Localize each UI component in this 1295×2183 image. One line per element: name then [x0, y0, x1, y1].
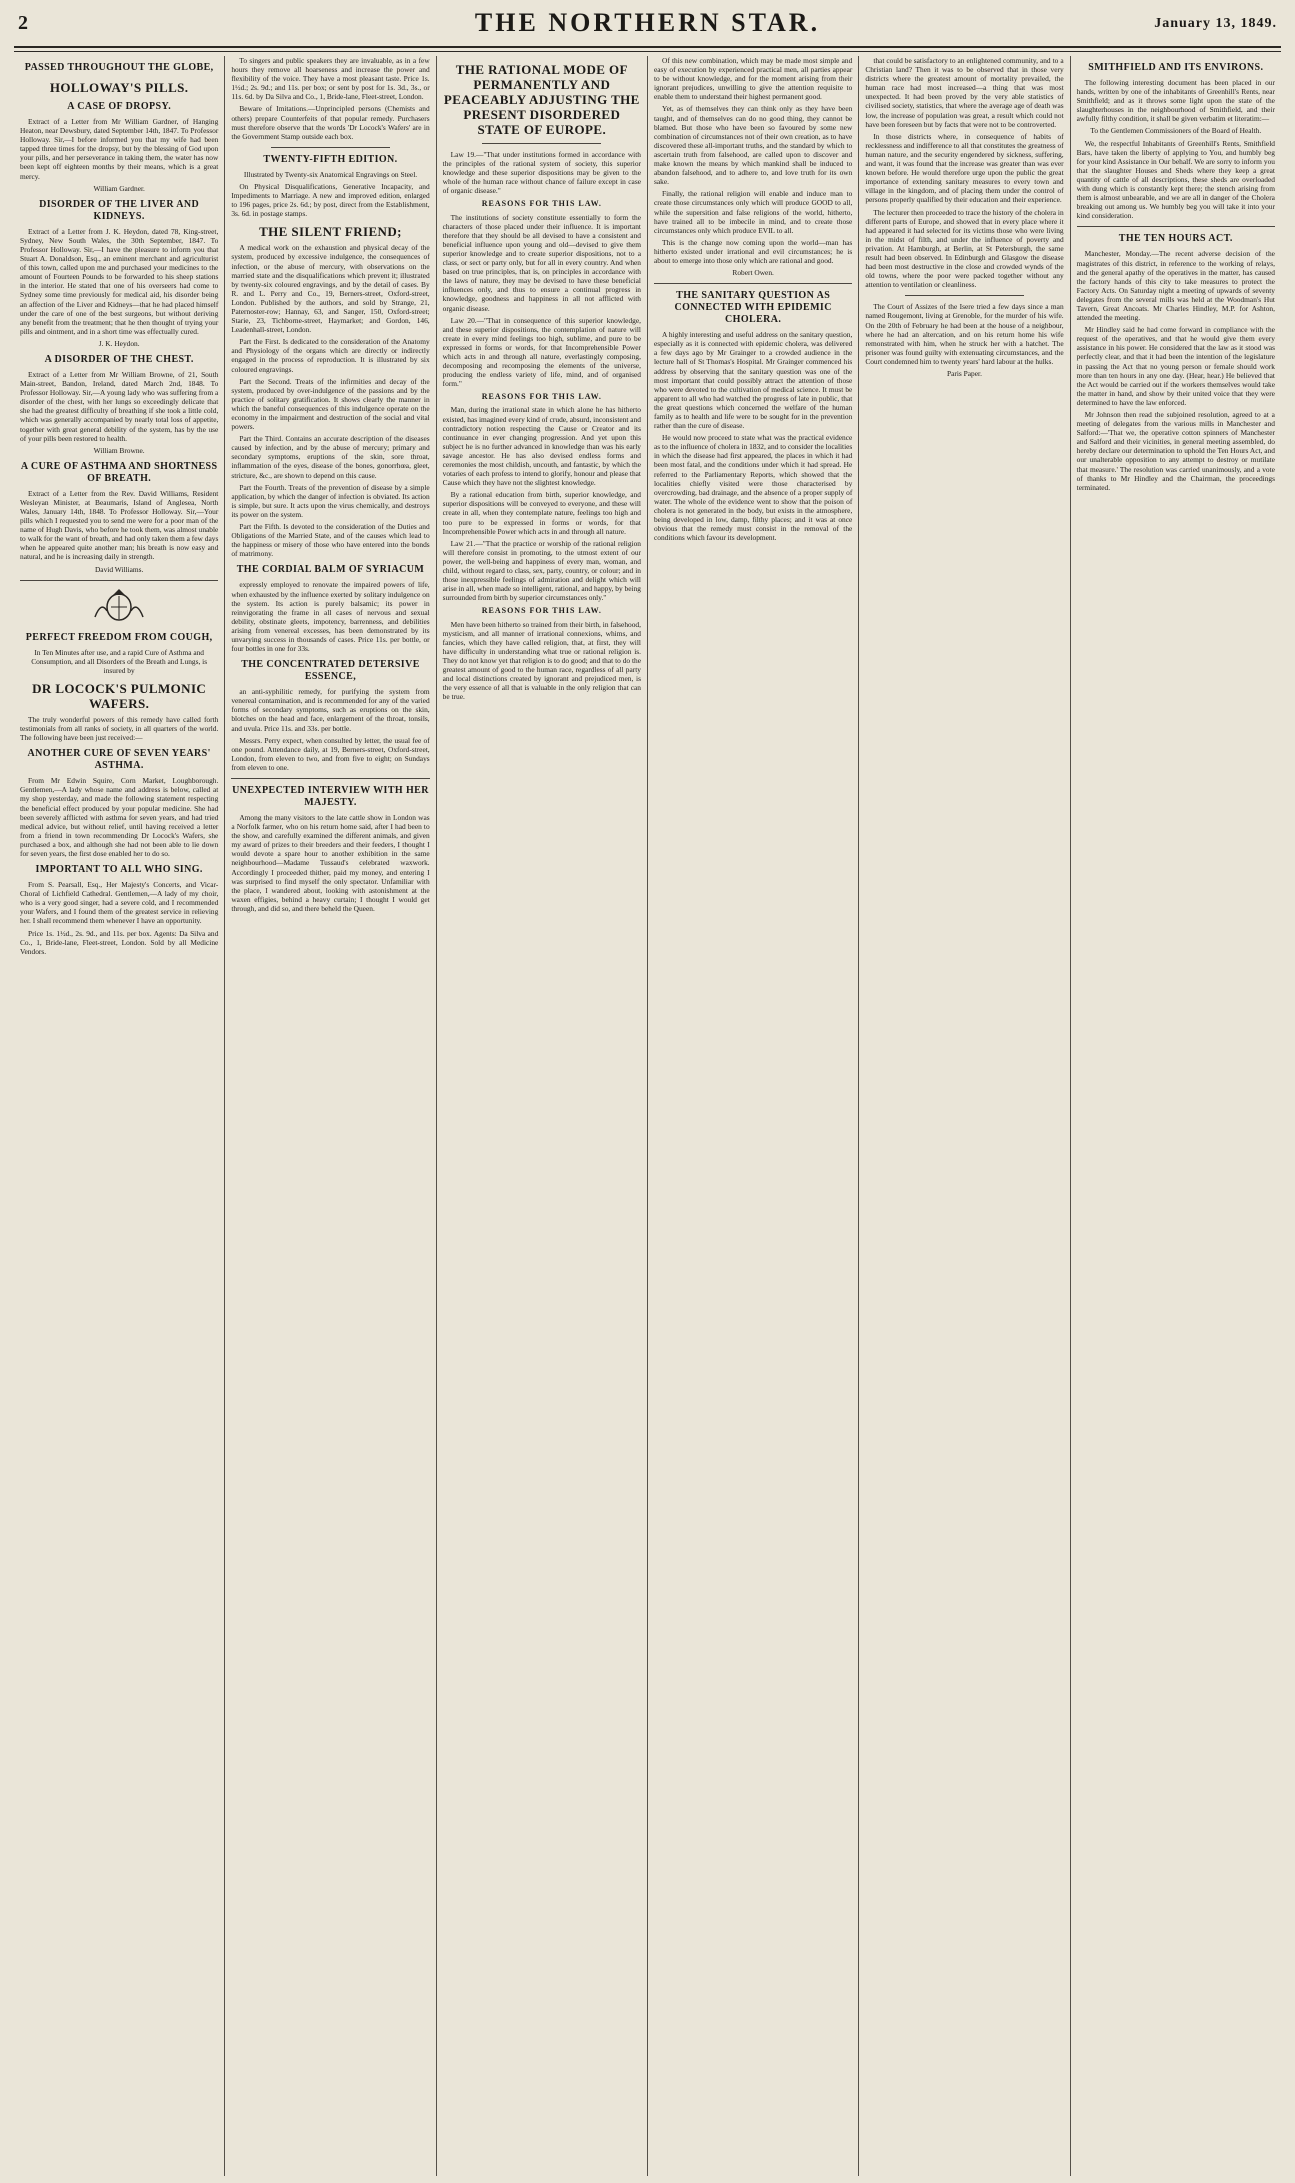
- caution-text: Beware of Imitations.—Unprincipled persons (Chemists and others) prepare Counterfeits of that popular remedy. Purchasers must therefore observe that the words 'Dr Locock's Wafers' are in the Government Stamp outside each box.: [231, 104, 430, 141]
- sanitary-continued-2: In those districts where, in consequence of habits of recklessness and indifference to all that constitutes the greatness of human nature, and the security engendered by sickness, suffering, and want, it was found that the increase was greater than was ever known before. He would therefore urge upon the public the great importance of extending sanitary measures to every town and village in the kingdom, and of placing them under the control of persons properly qualified by their education and their experience.: [865, 131, 1064, 205]
- ten-hours-text-3: Mr Johnson then read the subjoined resolution, agreed to at a meeting of delegates from the various mills in Manchester and Salford:—'That we, the operative cotton spinners of Manchester and Salford and their vicinities, in general meeting assembled, do hereby declare our determination to uphold the Ten Hours Act, and our unalterable opposition to any attempt to destroy or mutilate that measure.' The resolution was carried unanimously, and a vote of thanks to Mr Hindley and the Chairman, the proceedings terminated.: [1076, 410, 1275, 492]
- kidney-text: Extract of a Letter from J. K. Heydon, dated 78, King-street, Sydney, New South Wales, the 30th September, 1847. To Professor Holloway. Sir,—I have the pleasure to inform you that Stuart A. Donaldson, Esq., an eminent merchant and agriculturist of this town, called upon me and purchased your medicines to the amount of Fourteen Pounds to be forwarded to his sheep stations in the interior. He stated that one of his overseers had come to Sydney some time previously for medical aid, his disorder being an affection of the Liver and Kidneys—that he had placed himself under the care of one of the best surgeons, but without deriving any benefit from the treatment; that he then thought of trying your pills and ointment, and in a short time was effectually cured.: [20, 226, 219, 336]
- asthma-signature: David Williams.: [94, 564, 144, 574]
- reasons-heading-2: REASONS FOR THIS LAW.: [481, 392, 602, 402]
- law-19: Law 19.—"That under institutions formed in accordance with the principles of the rational system of society, this superior knowledge and these superior dispositions may be given to the whole of the human race without chance of failure except in case of organic disease.": [442, 150, 641, 196]
- asthma-heading: A CURE OF ASTHMA AND SHORTNESS OF BREATH.: [20, 460, 218, 484]
- court-report: The Court of Assizes of the Isere tried a few days since a man named Rougemont, living at Grenoble, for the murder of his wife. On the 20th of February he had been at the house of a neighbour, where he had an altercation, and on his return home his wife remonstrated with him, when he struck her with a hatchet. The prisoner was found guilty with extenuating circumstances, and the Court condemned him to twenty years' hard labour at the hulks.: [865, 302, 1064, 366]
- edition-text: On Physical Disqualifications, Generative Incapacity, and Impediments to Marriage. A new and improved edition, enlarged to 196 pages, price 2s. 6d.; by post, direct from the Establishment, 3s. 6d. in postage stamps.: [231, 181, 430, 219]
- newspaper-title: THE NORTHERN STAR.: [474, 8, 821, 37]
- sanitary-heading: THE SANITARY QUESTION AS CONNECTED WITH EPIDEMIC CHOLERA.: [674, 290, 832, 326]
- sanitary-text: A highly interesting and useful address on the sanitary question, especially as it is connected with epidemic cholera, was delivered a few days ago by Mr Grainger to a crowded audience in the lecture hall of St Thomas's Hospital. Mr Grainger commenced his address by observing that the sanitary question was one of the most important that could possibly attract the attention of those who were devoted to the cultivation of medical science. It must be apparent to all who had watched the progress of late in public, that the great questions which concerned the welfare of the human family as to health and life were to be sought for in the prevention rather than the cure of disease.: [653, 330, 853, 431]
- petition-address: To the Gentlemen Commissioners of the Board of Health.: [1090, 126, 1262, 136]
- divider: [20, 580, 218, 581]
- dropsy-heading: A CASE OF DROPSY.: [67, 101, 172, 112]
- part-three-text: Part the Third. Contains an accurate description of the diseases caused by infection, and by the abuse of mercury; primary and secondary symptoms, eruptions of the skin, sore throat, inflammation of the eyes, disease of the bones, gonorrhœa, gleet, stricture, &c., are shown to depend on this cause.: [231, 434, 430, 480]
- royal-arms-icon: [20, 587, 218, 626]
- petition-text: We, the respectful Inhabitants of Greenhill's Rents, Smithfield Bars, have taken the liberty of applying to You, and humbly beg for your kind Assistance in Our behalf. We are sorry to inform you that the slaughter Houses and Sheds where they keep a great quantity of cattle of all descriptions, these sheds are overloaded with dung which is constantly kept there; the stench arising from them is almost unbearable, and we are all in danger of the Cholera breaking out among us. We humbly beg you will take it into your kind consideration.: [1076, 138, 1275, 221]
- law-20: Law 20.—"That in consequence of this superior knowledge, and these superior dispositions, the contemplation of nature will create in every mind feelings too high, sublime, and pure to be expressed in forms or words, for that Incomprehensible Power which acts in and through all nature, everlastingly composing, decomposing and recomposing the elements of the universe, producing the endless variety of life, mind, and of organised form.": [442, 315, 641, 389]
- reasons-text-2b: By a rational education from birth, superior knowledge, and superior dispositions will be conveyed to everyone, and these will create in all, when they contemplate nature, feelings too high and too pure to be expressed in forms or words, for that Incomprehensible Power which acts in and through all nature.: [442, 490, 641, 536]
- owen-text-2: Yet, as of themselves they can think only as they have been taught, and of themselves can do no good thing, they cannot be blamed. But those who have been so favoured by some new combination of circumstances not of their own creation, as to have discovered these all-important truths, and the standard by which to ascertain truth from falsehood, are called upon to discover and make known the means by which mankind shall be induced to abandon falsehood, and to adhere to, and love truth for its own sake.: [653, 104, 853, 187]
- divider: [231, 778, 429, 779]
- divider: [1077, 226, 1275, 227]
- smithfield-text: The following interesting document has been placed in our hands, written by one of the inhabitants of Greenhill's Rents, near Smithfield; and as it throws some light upon the state of the slaughterhouses in the neighbourhood of Smithfield, and their awfully filthy condition, it shall be given verbatim et literatim:—: [1076, 78, 1275, 124]
- consultation-text: Messrs. Perry expect, when consulted by letter, the usual fee of one pound. Attendance daily, at 19, Berners-street, Oxford-street, London, from eleven to two, and from five to eight; on Sundays from eleven to one.: [231, 735, 430, 772]
- singing-text: From S. Pearsall, Esq., Her Majesty's Concerts, and Vicar-Choral of Lichfield Cathedral. Gentlemen,—A lady of my choir, who is a very good singer, had a severe cold, and I recommended your Wafers, and I found them of the greatest service in relieving her. I shall recommend them whenever I have an opportunity.: [20, 880, 219, 926]
- cure-subtitle: In Ten Minutes after use, and a rapid Cure of Asthma and Consumption, and all Disorders of the Breath and Lungs, is insured by: [31, 647, 208, 675]
- owen-text-3: Finally, the rational religion will enable and induce man to create those circumstances only which will produce GOOD to all, while the supersition and false religions of the world, hitherto, have trained all to be imbecile in mind, and to create those circumstances only which produce EVIL to all.: [653, 189, 853, 235]
- columns: [14, 56, 1281, 2176]
- column-3: [437, 56, 648, 2176]
- wafers-text: The truly wonderful powers of this remedy have called forth testimonials from all ranks of society, in all quarters of the world. The following have been just received:—: [20, 714, 219, 743]
- another-cure-text: From Mr Edwin Squire, Corn Market, Loughborough. Gentlemen,—A lady whose name and address is below, called at my shop yesterday, and made the following statement respecting the beneficial effect produced by your popular medicine. She had been severely afflicted with asthma for seven years, and had tried medical advice, but without relief, until having received a letter from a friend in town recommending Dr Locock's Wafers, she purchased a box, and although she had not been able to lie down for seven years, the first dose enabled her to do so.: [20, 776, 219, 858]
- sanitary-text-2: He would now proceed to state what was the practical evidence as to the influence of cholera in 1832, and to consider the localities in which the disease had first appeared, the places in which it had been most fatal, and the conditions under which it had spread. He referred to the Parliamentary Reports, which showed that the localities chiefly visited were those characterised by overcrowding, bad drainage, and the absence of a proper supply of water. The whole of the evidence went to show that the poison of cholera is not generated in the body, but exists in the atmosphere, being developed in low, damp, filthy places; and it was at once obvious that the remedy must consist in the removal of the conditions which favour its development.: [653, 433, 853, 543]
- essence-text: an anti-syphilitic remedy, for purifying the system from venereal contamination, and is recommended for any of the varied forms of secondary symptoms, such as eruptions on the skin, blotches on the head and face, enlargement of the throat, tonsils, and uvula. Price 11s. and 33s. per bottle.: [231, 687, 430, 733]
- edition-subtitle: Illustrated by Twenty-six Anatomical Engravings on Steel.: [243, 169, 418, 179]
- ten-hours-text-2: Mr Hindley said he had come forward in compliance with the request of the operatives, and that he would give them every assistance in his power. He considered that the law as it stood was perfectly clear, and that it had been the intention of the legislature in passing the Act that no young person or female should work more than ten hours in any one day. (Hear, hear.) He believed that the Act would be carried out if the workers themselves would take the matter in hand, and show by their united voice that they were determined to have the law enforced.: [1076, 325, 1275, 407]
- reasons-text-3: Men have been hitherto so trained from their birth, in falsehood, mysticism, and all manner of irrational connexions, whims, and fancies, which they have called religion, that, at first, they will have difficulty in understanding what true or rational religion is. They do not know yet that religion is to do good; and that to do the greatest amount of good to the human race, regardless of all party and local distinctions created by ignorant and prejudiced men, is the very essence of all that is valuable in the only religion that can be true.: [442, 619, 641, 702]
- dropsy-signature: William Gardner.: [93, 183, 145, 193]
- ten-hours-text: Manchester, Monday.—The recent adverse decision of the magistrates of this district, in reference to the working of relays, and the general apathy of the operatives in the matter, has caused the factory hands of this city to take measures to protect the Factory Acts. On Saturday night a meeting of upwards of seventy delegates from the several mills was held at the Woodman's Hut Tavern, Great Ancoats. Mr Charles Hindley, M.P. for Ashton, attended the meeting.: [1076, 249, 1275, 323]
- ad-heading: PASSED THROUGHOUT THE GLOBE,: [24, 62, 214, 73]
- owen-text-1: Of this new combination, which may be made most simple and easy of execution by experienced practical men, all parties appear to be without knowledge, and for the moment arising from their ignorant prejudices, unwilling to give the attention requisite to enable them to understand their highest permanent good.: [653, 56, 853, 102]
- asthma-text: Extract of a Letter from the Rev. David Williams, Resident Wesleyan Minister, at Beaumaris, Island of Anglesea, North Wales, January 14th, 1848. To Professor Holloway. Sir,—Your pills which I requested you to send me were for a poor man of the name of Hugh Davis, who before he took them, was almost unable to walk for the want of breath, and had only taken them a few days when he appeared quite another man; his breath is now easy and natural, and he is increasing daily in strength.: [20, 488, 219, 562]
- masthead: [14, 6, 1281, 48]
- chest-text: Extract of a Letter from Mr William Browne, of 21, South Main-street, Bandon, Ireland, dated March 2nd, 1848. To Professor Holloway. Sir,—A young lady who was suffering from a disorder of the chest, with her lungs so exceedingly delicate that she had the greatest difficulty of breathing if she took a little cold, which was generally accompanied by nearly total loss of appetite, together with great general debility of the system, has by the use of your pills been restored to health.: [20, 369, 219, 443]
- court-report-credit: Paris Paper.: [947, 369, 982, 378]
- kidney-heading: DISORDER OF THE LIVER AND KIDNEYS.: [39, 198, 200, 222]
- pills-heading: HOLLOWAY'S PILLS.: [49, 80, 189, 95]
- chest-signature: William Browne.: [93, 445, 145, 455]
- balm-heading: THE CORDIAL BALM OF SYRIACUM: [236, 564, 425, 576]
- essence-heading: THE CONCENTRATED DETERSIVE ESSENCE,: [241, 659, 420, 683]
- chest-heading: A DISORDER OF THE CHEST.: [44, 353, 194, 365]
- silent-friend-heading: THE SILENT FRIEND;: [259, 224, 402, 240]
- wafers-intro: To singers and public speakers they are invaluable, as in a few hours they remove all hoarseness and increase the power and flexibility of the voice. They have a most pleasant taste. Price 1s. 1½d.; 2s. 9d.; and 11s. per box; or sent by post for 1s. 3d., 3s., or 11s. 6d. by Da Silva and Co., 1, Bride-lane, Fleet-street, London.: [231, 56, 430, 102]
- ten-hours-heading: THE TEN HOURS ACT.: [1118, 233, 1233, 245]
- singing-heading: IMPORTANT TO ALL WHO SING.: [35, 864, 203, 876]
- column-2: [225, 56, 436, 2176]
- divider: [654, 283, 852, 284]
- balm-text: expressly employed to renovate the impaired powers of life, when exhausted by the influence exerted by solitary indulgence on the system. Its action is purely balsamic; its power in reinvigorating the frame in all cases of nervous and sexual debility, obstinate gleets, impotency, barrenness, and debilities arising from venereal excesses, has been demonstrated by its unvarying success in thousands of cases. Price 11s. per bottle, or four bottles in one for 33s.: [231, 580, 430, 654]
- reasons-heading-1: REASONS FOR THIS LAW.: [481, 199, 602, 209]
- sanitary-continued-3: The lecturer then proceeded to trace the history of the cholera in different parts of Europe, and showed that in every place where it had appeared it had selected for its victims those who were living in the midst of filth, and under the influence of poverty and privation. At Hamburgh, at Berlin, at St Petersburgh, the same result had been observed. In Edinburgh and Glasgow the disease had been most destructive in the close and crowded wynds of the old towns, where the poor were packed together without any attention to ventilation or cleanliness.: [865, 207, 1064, 290]
- column-1: [14, 56, 225, 2176]
- smithfield-heading: SMITHFIELD AND ITS ENVIRONS.: [1088, 62, 1264, 73]
- column-6: [1071, 56, 1281, 2176]
- part-one-text: Part the First. Is dedicated to the consideration of the Anatomy and Physiology of the organs which are directly or indirectly engaged in the process of reproduction. It is illustrated by six coloured engravings.: [231, 337, 430, 374]
- dropsy-text: Extract of a Letter from Mr William Gardner, of Hanging Heaton, near Dewsbury, dated September 14th, 1847. To Professor Holloway. Sir,—I before informed you that my wife had been tapped three times for the dropsy, but by the blessing of God upon your pills, and her perseverance in taking them, the water has now been kept off eighteen months by their means, which is a great mercy.: [20, 117, 219, 181]
- part-four-text: Part the Fourth. Treats of the prevention of disease by a simple application, by which the danger of infection is obviated. Its action is simple, but sure. It acts upon the virus chemically, and destroys its power on the system.: [231, 482, 430, 519]
- reasons-heading-3: REASONS FOR THIS LAW.: [481, 606, 602, 616]
- column-4: [648, 56, 859, 2176]
- interview-text: Among the many visitors to the late cattle show in London was a Norfolk farmer, who on his return home said, after I had been to the show, and carefully examined the different animals, and given my award of prizes to their breeders and their feeders, I thought I would devote a spare hour to another exhibition in the same neighbourhood—Madame Tussaud's celebrated waxwork. Accordingly I proceeded thither, paid my money, and entering I was surprised to find myself the only spectator. Unfamiliar with the place, I wandered about, looking with astonishment at the waxen effigies, behind a heavy curtain; I thought I would get through, and did so, and there beheld the Queen.: [231, 813, 430, 913]
- part-five-text: Part the Fifth. Is devoted to the consideration of the Duties and Obligations of the Married State, and of the causes which lead to the happiness or misery of those who have entered into the bonds of matrimony.: [231, 522, 430, 559]
- rational-mode-heading: THE RATIONAL MODE OF PERMANENTLY AND PEACEABLY ADJUSTING THE PRESENT DISORDERED STATE OF EUROPE.: [443, 62, 640, 137]
- cure-heading: PERFECT FREEDOM FROM COUGH,: [25, 631, 213, 643]
- divider: [482, 143, 601, 144]
- owen-signature: Robert Owen.: [732, 268, 774, 278]
- silent-friend-text: A medical work on the exhaustion and physical decay of the system, produced by excessive indulgence, the consequences of infection, or the abuse of mercury, with observations on the married state and the disqualifications which prevent it; illustrated by twenty-six coloured engravings, and by the detail of cases. By R. and L. Perry and Co., 19, Berners-street, Oxford-street, London. Published by the authors, and sold by Strange, 21, Paternoster-row; Hannay, 63, and Sanger, 150, Oxford-street; Starie, 23, Tichborne-street, Haymarket; and Gordon, 146, Leadenhall-street, London.: [231, 243, 430, 335]
- another-cure-heading: ANOTHER CURE OF SEVEN YEARS' ASTHMA.: [27, 748, 211, 772]
- divider: [905, 295, 1024, 296]
- reasons-text-2: Man, during the irrational state in which alone he has hitherto existed, has imagined every kind of crude, absurd, inconsistent and contradictory notion respecting the Cause or Creator and its continuance in ever changing progression. And yet upon this subject he is no further advanced in knowledge than was his early savage ancestor. He has also devised endless forms and ceremonies the most childish, uncouth, and fantastic, by which the votaries of each profess to intend to glorify, honour and please that Cause which they have not the slightest knowledge.: [442, 405, 641, 488]
- issue-date: January 13, 1849.: [1154, 16, 1277, 31]
- column-5: [859, 56, 1070, 2176]
- reasons-text-1: The institutions of society constitute essentially to form the characters of those placed under their influence. It is important therefore that they should be all devised to have a consistent and beneficial influence upon young and old—devised to give them superior knowledge and to create superior dispositions, not to a class, or sect or party only, but for all in every country. And when based on true principles, that is, on principles in accordance with the laws of nature, they may be devised to have these beneficial influences only, and thus to ensure a continual progress in knowledge, goodness and happiness in all not afflicted with organic disease.: [442, 212, 641, 313]
- divider: [271, 147, 390, 148]
- owen-text-4: This is the change now coming upon the world—man has hitherto existed under irrational and evil circumstances; he is about to emerge into those only which are rational and good.: [653, 237, 853, 265]
- edition-heading: TWENTY-FIFTH EDITION.: [263, 153, 398, 165]
- kidney-signature: J. K. Heydon.: [98, 338, 140, 348]
- part-two-text: Part the Second. Treats of the infirmities and decay of the system, produced by over-indulgence of the passions and by the practice of solitary gratification. It shows clearly the manner in which the baneful consequences of this indulgence operate on the economy in the impairment and destruction of the social and vital powers.: [231, 376, 430, 432]
- interview-heading: UNEXPECTED INTERVIEW WITH HER MAJESTY.: [232, 785, 429, 808]
- law-21: Law 21.—"That the practice or worship of the rational religion will therefore consist in promoting, to the utmost extent of our power, the well-being and happiness of every man, woman, and child, without regard to class, sex, party, country, or colour; and in those inexpressible feelings of admiration and delight which will arise in all, when made so intelligent, rational, and happy, by being surrounded from birth by superior circumstances only.": [442, 538, 641, 603]
- masthead-rule: [14, 51, 1281, 52]
- wafers-heading: DR LOCOCK'S PULMONIC WAFERS.: [32, 680, 207, 711]
- page-number: 2: [18, 12, 28, 34]
- sanitary-continued-1: that could be satisfactory to an enlightened community, and to a Christian land? Then it was to be observed that in those very districts where the greatest amount of mortality prevailed, the human race had most increased—a thing that was most unexpected. It had been proved by the very able statistics of civilised society, statistics, that where the average age of death was low, the increase of population was great, a result which could not have been foreseen but by facts that were not to be controverted.: [865, 56, 1064, 129]
- price-text: Price 1s. 1½d., 2s. 9d., and 11s. per box. Agents: Da Silva and Co., 1, Bride-lane, Fleet-street, London. Sold by all Medicine Vendors.: [20, 928, 219, 956]
